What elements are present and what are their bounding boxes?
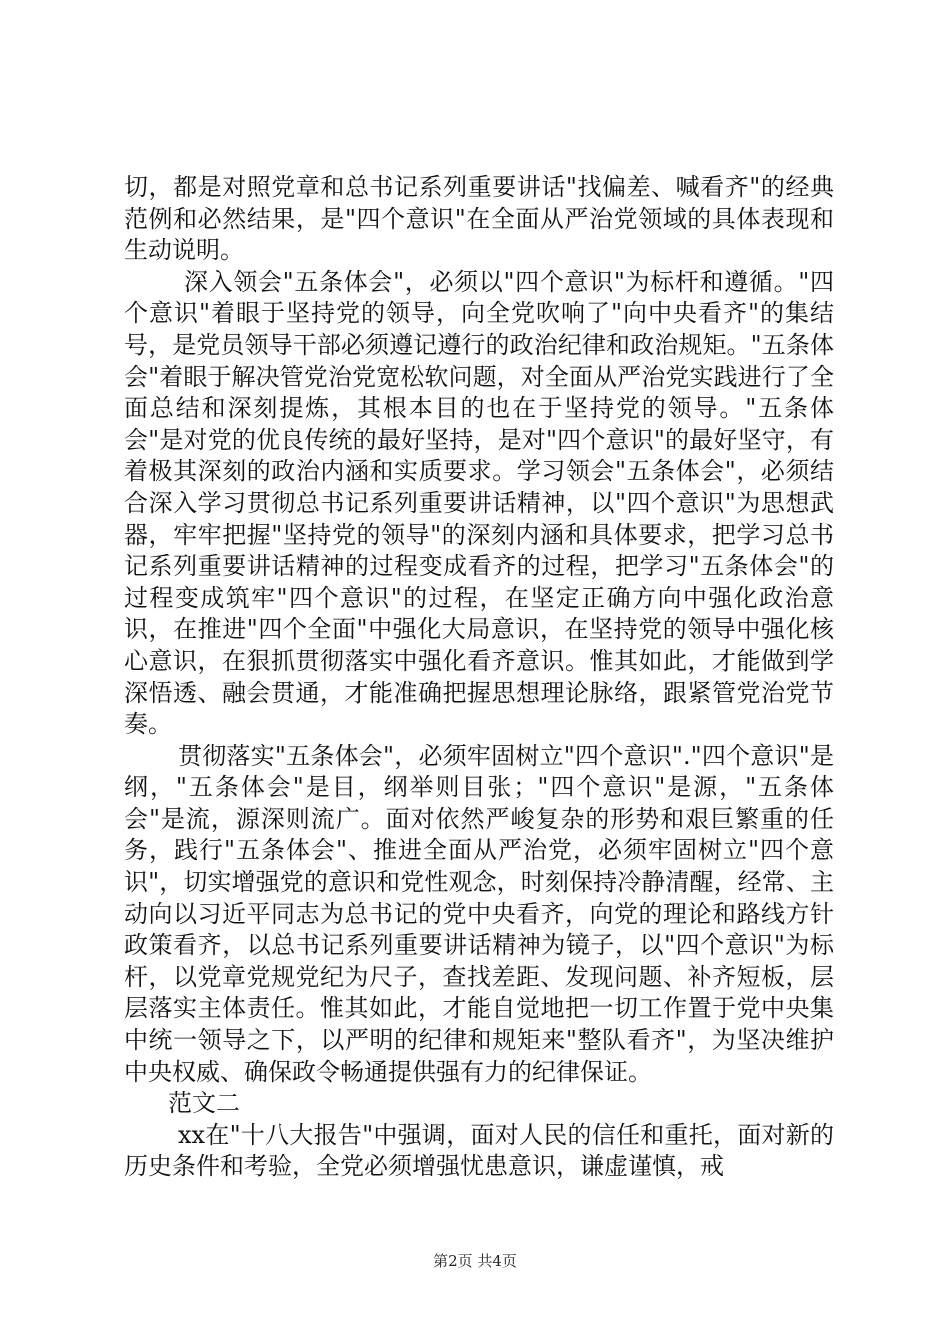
section-heading-sample-two: 范文二 xyxy=(168,1089,240,1118)
page-number-footer: 第2页 共4页 xyxy=(433,1252,517,1270)
paragraph-implementation: 贯彻落实"五条体会"，必须牢固树立"四个意识"."四个意识"是纲，"五条体会"是目，纲举则目张；"四个意识"是源，"五条体会"是流，源深则流广。面对依然严峻复杂的形势和艰巨繁重的任务，践行"五条体会"、推进全面从严治党，必须牢固树立"四个意识"，切实增强党的意识和党性观念，时刻保持冷静清醒，经常、主动向以习近平同志为总书记的党中央看齐，向党的理论和路线方针政策看齐，以总书记系列重要讲话精神为镜子，以"四个意识"为标杆，以党章党规党纪为尺子，查找差距、发现问题、补齐短板，层层落实主体责任。惟其如此，才能自觉地把一切工作置于党中央集中统一领导之下，以严明的纪律和规矩来"整队看齐"，为坚决维护中央权威、确保政令畅通提供强有力的纪律保证。 xyxy=(124,741,834,1086)
paragraph-deep-understanding: 深入领会"五条体会"，必须以"四个意识"为标杆和遵循。"四个意识"着眼于坚持党的领导，向全党吹响了"向中央看齐"的集结号，是党员领导干部必须遵记遵行的政治纪律和政治规矩。"五条体会"着眼于解决管党治党宽松软问题，对全面从严治党实践进行了全面总结和深刻提炼，其根本目的也在于坚持党的领导。"五条体会"是对党的优良传统的最好坚持，是对"四个意识"的最好坚守，有着极其深刻的政治内涵和实质要求。学习领会"五条体会"，必须结合深入学习贯彻总书记系列重要讲话精神，以"四个意识"为思想武器，牢牢把握"坚持党的领导"的深刻内涵和具体要求，把学习总书记系列重要讲话精神的过程变成看齐的过程，把学习"五条体会"的过程变成筑牢"四个意识"的过程，在坚定正确方向中强化政治意识，在推进"四个全面"中强化大局意识，在坚持党的领导中强化核心意识，在狠抓贯彻落实中强化看齐意识。惟其如此，才能做到学深悟透、融会贯通，才能准确把握思想理论脉络，跟紧管党治党节奏。 xyxy=(124,267,834,739)
paragraph-continued: 切，都是对照党章和总书记系列重要讲话"找偏差、喊看齐"的经典范例和必然结果，是"四个意识"在全面从严治党领域的具体表现和生动说明。 xyxy=(124,173,834,265)
paragraph-sample-two-intro: xx在"十八大报告"中强调，面对人民的信任和重托，面对新的历史条件和考验，全党必须增强忧患意识，谦虚谨慎，戒 xyxy=(124,1120,834,1181)
document-body xyxy=(124,172,834,1183)
